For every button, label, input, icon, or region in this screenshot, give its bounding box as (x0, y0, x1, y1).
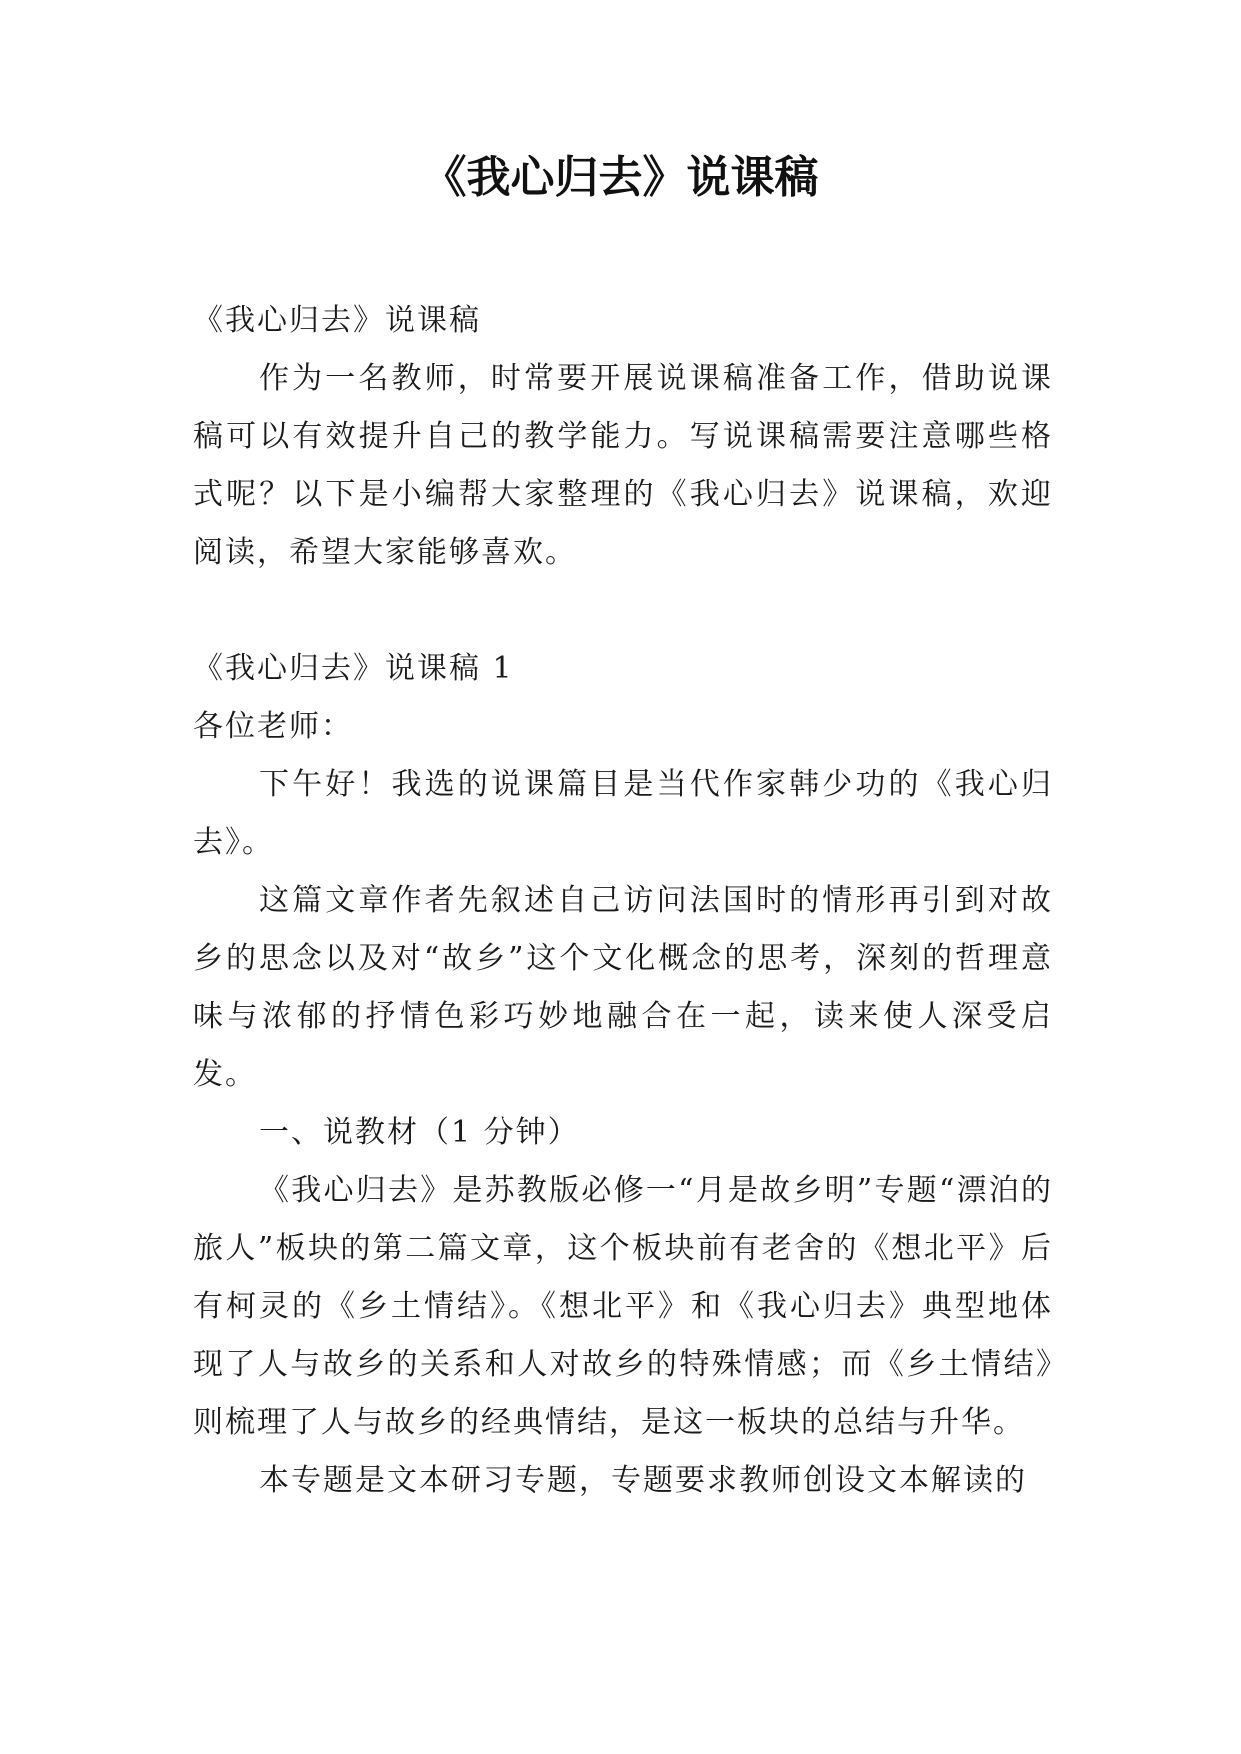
intro-paragraph: 作为一名教师，时常要开展说课稿准备工作，借助说课稿可以有效提升自己的教学能力。写说课稿需要注意哪些格式呢？以下是小编帮大家整理的《我心归去》说课稿，欢迎阅读，希望大家能够喜欢。 (193, 361, 1053, 570)
topic-paragraph: 本专题是文本研习专题，专题要求教师创设文本解读的 (259, 1463, 1027, 1498)
salutation-paragraph: 各位老师： (193, 709, 353, 744)
document-body (193, 292, 1053, 1510)
document-title: 《我心归去》说课稿 (422, 152, 819, 203)
summary-paragraph: 这篇文章作者先叙述自己访问法国时的情形再引到对故乡的思念以及对“故乡”这个文化概念的思考，深刻的哲理意味与浓郁的抒情色彩巧妙地融合在一起，读来使人深受启发。 (193, 883, 1053, 1092)
subsection-heading: 一、说教材（1 分钟） (259, 1115, 580, 1150)
section-heading: 《我心归去》说课稿 1 (193, 651, 514, 686)
subtitle-paragraph: 《我心归去》说课稿 (193, 303, 481, 338)
textbook-paragraph: 《我心归去》是苏教版必修一“月是故乡明”专题“漂泊的旅人”板块的第二篇文章，这个板块前有老舍的《想北平》后有柯灵的《乡土情结》。《想北平》和《我心归去》典型地体现了人与故乡的关系和人对故乡的特殊情感；而《乡土情结》则梳理了人与故乡的经典情结，是这一板块的总结与升华。 (193, 1173, 1053, 1440)
greeting-paragraph: 下午好！我选的说课篇目是当代作家韩少功的《我心归去》。 (193, 767, 1053, 860)
